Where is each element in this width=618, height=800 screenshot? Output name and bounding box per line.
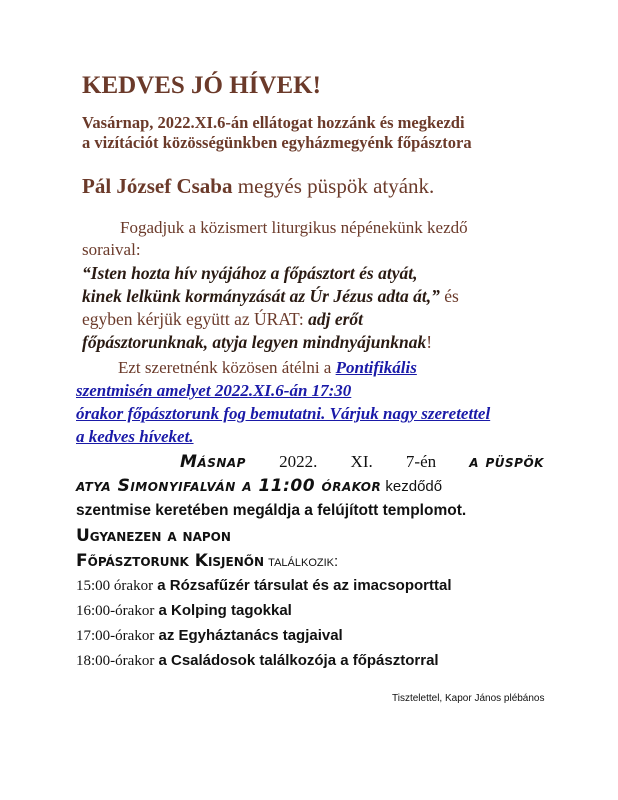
- hymn-quote-1: “Isten hozta hív nyájához a főpásztort és atyát,: [82, 263, 418, 283]
- mass-link-2[interactable]: szentmisén amelyet 2022.XI.6-án 17:30: [76, 381, 352, 400]
- nextday-place-time: atya Simonyifalván a 11:00 órakor: [76, 476, 382, 496]
- schedule-row-4: [76, 652, 439, 670]
- hymn-exclaim: !: [426, 332, 433, 352]
- bishop-line: [82, 174, 434, 199]
- hymn-line-3b: adj erőt: [308, 309, 364, 329]
- mass-link-1[interactable]: Pontifikális: [335, 358, 417, 377]
- schedule-time: 17:00-órakor: [76, 628, 155, 644]
- intro-line-1: Vasárnap, 2022.XI.6-án ellátogat hozzánk és megkezdi: [82, 113, 465, 132]
- nextday-line-3: szentmise keretében megáldja a felújított templomot.: [76, 502, 467, 519]
- hymn-lead-2: soraival:: [82, 240, 141, 259]
- schedule-row-2: [76, 602, 292, 620]
- schedule-event: a Családosok találkozója a főpásztorral: [154, 652, 439, 669]
- nextday-line-2: [76, 476, 442, 496]
- hymn-line-3a: egyben kérjük együtt az ÚRAT:: [82, 309, 309, 329]
- hymn-and: és: [439, 286, 459, 306]
- hymn-line-3: [82, 309, 363, 330]
- intro-line-2: a vizítációt közösségünkben egyházmegyénk főpásztora: [82, 133, 472, 152]
- meets-where: Főpásztorunk Kisjenőn: [76, 551, 264, 571]
- page-title: KEDVES JÓ HÍVEK!: [82, 72, 321, 99]
- signature: Tisztelettel, Kapor János plébános: [392, 693, 545, 704]
- mass-line-4: [76, 427, 194, 447]
- nextday-word-1: Másnap: [180, 452, 246, 472]
- schedule-event: a Kolping tagokkal: [154, 602, 292, 619]
- nextday-word-2: 2022.: [279, 452, 318, 471]
- nextday-starting: kezdődő: [381, 478, 443, 495]
- hymn-quote-4: [82, 332, 432, 353]
- schedule-row-3: [76, 627, 343, 645]
- same-day-line: Ugyanezen a napon: [76, 526, 231, 546]
- schedule-event: az Egyháztanács tagjaival: [154, 627, 343, 644]
- hymn-quote-2-text: kinek lelkünk kormányzását az Úr Jézus adta át,”: [82, 286, 440, 306]
- schedule-time: 15:00 órakor: [76, 578, 154, 594]
- hymn-quote-2: [82, 286, 459, 307]
- nextday-word-5: a püspök: [469, 452, 544, 472]
- mass-line-2: [76, 381, 351, 401]
- schedule-time: 16:00-órakor: [76, 603, 155, 619]
- mass-link-4[interactable]: a kedves híveket.: [76, 427, 194, 446]
- schedule-time: 18:00-órakor: [76, 653, 155, 669]
- hymn-lead-1: Fogadjuk a közismert liturgikus népénekünk kezdő: [120, 218, 468, 237]
- mass-lead: Ezt szeretnénk közösen átélni a: [118, 358, 336, 377]
- mass-line-1: [118, 358, 417, 378]
- schedule-event: a Rózsafűzér társulat és az imacsoporttal: [153, 577, 452, 594]
- schedule-row-1: [76, 577, 452, 595]
- hymn-quote-4-text: főpásztorunknak, atyja legyen mindnyájunknak: [82, 332, 427, 352]
- nextday-word-4: 7-én: [405, 452, 437, 471]
- meets-verb: találkozik:: [264, 553, 339, 570]
- bishop-title: megyés püspök atyánk.: [232, 174, 435, 198]
- nextday-line-1: [180, 452, 544, 472]
- mass-link-3[interactable]: órakor főpásztorunk fog bemutatni. Várjuk nagy szeretettel: [76, 404, 491, 423]
- nextday-word-3: XI.: [350, 452, 373, 471]
- bishop-name: Pál József Csaba: [82, 174, 233, 198]
- mass-line-3: [76, 404, 490, 424]
- meets-line: [76, 551, 338, 571]
